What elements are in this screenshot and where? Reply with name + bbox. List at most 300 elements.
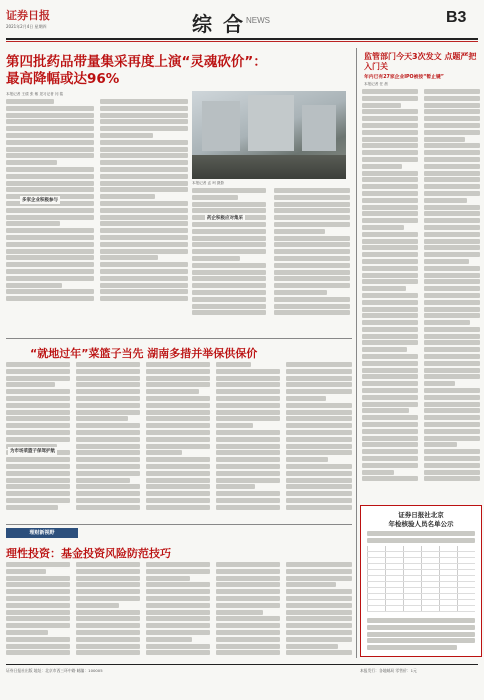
text-line xyxy=(286,450,352,455)
text-line xyxy=(6,437,70,442)
footer-rule xyxy=(6,664,478,665)
text-line xyxy=(216,637,280,642)
text-line xyxy=(362,388,418,393)
text-line xyxy=(146,430,210,435)
text-line xyxy=(286,376,352,381)
text-line xyxy=(362,232,418,237)
text-line xyxy=(100,269,188,274)
text-line xyxy=(6,430,70,435)
text-line xyxy=(362,164,402,169)
text-line xyxy=(216,403,280,408)
text-line xyxy=(146,603,210,608)
text-line xyxy=(274,188,350,193)
text-line xyxy=(146,644,210,649)
text-line xyxy=(100,133,153,138)
text-line xyxy=(216,644,280,649)
text-line xyxy=(216,430,280,435)
text-line xyxy=(362,116,418,121)
text-line xyxy=(424,232,480,237)
text-line xyxy=(362,225,404,230)
text-line xyxy=(6,610,70,615)
text-line xyxy=(100,235,188,240)
photo-caption: 本报记者 孟 珂 摄影 xyxy=(192,181,225,185)
text-line xyxy=(146,623,210,628)
section-title-en: NEWS xyxy=(246,16,270,25)
text-line xyxy=(286,562,352,567)
text-line xyxy=(76,389,140,394)
text-line xyxy=(76,471,140,476)
text-line xyxy=(286,430,352,435)
text-line xyxy=(76,644,140,649)
text-line xyxy=(362,96,418,101)
text-line xyxy=(146,362,210,367)
text-line xyxy=(424,470,480,475)
text-line xyxy=(362,211,418,216)
text-line xyxy=(362,157,418,162)
text-line xyxy=(216,505,280,510)
lead-subhead: 多家企业积极参与 xyxy=(22,198,58,203)
text-line xyxy=(424,388,480,393)
text-line xyxy=(100,255,158,260)
text-line xyxy=(6,603,70,608)
text-line xyxy=(6,478,70,483)
column-tag: 理财新视野 xyxy=(6,528,78,538)
text-line xyxy=(424,354,480,359)
text-line xyxy=(76,369,140,374)
text-line xyxy=(146,505,210,510)
lead-subhead-2: 药企积极应对集采 xyxy=(207,216,243,221)
text-line xyxy=(362,205,418,210)
text-line xyxy=(367,531,475,536)
column-divider xyxy=(356,48,357,658)
text-line xyxy=(362,198,418,203)
text-line xyxy=(146,389,199,394)
text-line xyxy=(6,147,94,152)
text-line xyxy=(6,140,94,145)
text-line xyxy=(76,505,140,510)
text-line xyxy=(362,408,409,413)
text-line xyxy=(362,320,418,325)
text-line xyxy=(216,410,280,415)
text-line xyxy=(274,215,350,220)
text-line xyxy=(100,106,188,111)
text-line xyxy=(274,208,350,213)
text-line xyxy=(6,416,70,421)
text-line xyxy=(146,478,210,483)
bottom-body-text xyxy=(6,562,352,660)
right-byline: 本报记者 任 晨 xyxy=(364,82,388,86)
footer-right: 本报发行：各地邮局 零售价：1元 xyxy=(360,668,417,673)
text-line xyxy=(76,464,140,469)
text-line xyxy=(6,491,70,496)
text-line xyxy=(216,596,280,601)
text-line xyxy=(6,596,70,601)
text-line xyxy=(286,505,352,510)
text-line xyxy=(216,423,253,428)
text-line xyxy=(362,89,418,94)
text-line xyxy=(362,313,418,318)
notice-box[interactable] xyxy=(360,505,482,657)
text-line xyxy=(424,361,480,366)
text-line xyxy=(286,491,352,496)
text-line xyxy=(192,270,266,275)
text-line xyxy=(286,582,336,587)
lead-headline-line-2: 最高降幅或达96% xyxy=(6,71,120,87)
text-line xyxy=(362,415,418,420)
text-line xyxy=(76,491,140,496)
text-line xyxy=(362,402,418,407)
text-line xyxy=(274,229,325,234)
text-line xyxy=(274,310,350,315)
text-line xyxy=(362,279,418,284)
text-line xyxy=(192,276,266,281)
text-line xyxy=(424,96,480,101)
text-line xyxy=(192,283,266,288)
text-line xyxy=(6,208,94,213)
text-line xyxy=(76,416,128,421)
text-line xyxy=(424,436,480,441)
text-line xyxy=(6,255,94,260)
text-line xyxy=(76,410,140,415)
text-line xyxy=(146,491,210,496)
text-line xyxy=(100,113,188,118)
text-line xyxy=(286,457,328,462)
text-line xyxy=(6,464,70,469)
text-line xyxy=(146,369,210,374)
text-line xyxy=(6,410,70,415)
text-line xyxy=(146,596,210,601)
text-line xyxy=(286,389,352,394)
text-line xyxy=(76,382,140,387)
text-line xyxy=(424,266,480,271)
text-column xyxy=(274,188,350,331)
text-line xyxy=(286,484,352,489)
text-line xyxy=(6,181,94,186)
text-line xyxy=(367,538,475,543)
section-divider xyxy=(6,524,352,525)
text-line xyxy=(76,569,140,574)
text-line xyxy=(6,369,70,374)
lead-byline: 本报记者 王僖 张 敏 见习记者 闫 铭 xyxy=(6,92,64,96)
text-line xyxy=(100,153,188,158)
text-line xyxy=(192,222,266,227)
masthead-accent-rule xyxy=(6,41,478,42)
text-line xyxy=(146,569,210,574)
text-line xyxy=(76,478,130,483)
text-line xyxy=(424,164,480,169)
text-line xyxy=(362,239,418,244)
text-line xyxy=(286,410,352,415)
text-line xyxy=(100,276,188,281)
text-line xyxy=(6,576,70,581)
text-line xyxy=(286,623,352,628)
text-line xyxy=(362,137,418,142)
text-line xyxy=(424,123,480,128)
text-line xyxy=(286,610,352,615)
text-line xyxy=(146,498,210,503)
text-line xyxy=(424,239,480,244)
text-line xyxy=(286,362,352,367)
text-line xyxy=(6,167,94,172)
text-line xyxy=(362,436,418,441)
text-line xyxy=(424,307,480,312)
text-line xyxy=(6,262,94,267)
text-line xyxy=(192,236,266,241)
text-line xyxy=(6,187,94,192)
text-line xyxy=(424,109,480,114)
text-line xyxy=(286,630,352,635)
text-line xyxy=(362,449,418,454)
text-line xyxy=(6,215,94,220)
text-line xyxy=(362,293,418,298)
text-line xyxy=(424,286,480,291)
text-line xyxy=(424,245,480,250)
text-line xyxy=(6,471,70,476)
text-line xyxy=(146,616,210,621)
text-line xyxy=(362,347,407,352)
text-line xyxy=(424,313,480,318)
text-line xyxy=(146,382,210,387)
text-line xyxy=(424,116,480,121)
text-line xyxy=(274,283,350,288)
issue-date: 2021年2月4日 星期四 xyxy=(6,24,47,29)
text-line xyxy=(216,630,280,635)
text-line xyxy=(76,444,140,449)
lead-body-text-2 xyxy=(192,188,350,331)
text-line xyxy=(424,198,467,203)
text-line xyxy=(146,576,190,581)
text-line xyxy=(362,340,418,345)
text-line xyxy=(362,327,418,332)
text-line xyxy=(274,236,350,241)
text-line xyxy=(424,137,465,142)
text-line xyxy=(362,442,418,447)
text-line xyxy=(362,456,418,461)
text-line xyxy=(192,256,240,261)
lead-body-text xyxy=(6,99,188,331)
text-line xyxy=(424,89,480,94)
text-line xyxy=(146,484,210,489)
lead-headline-line-1: 第四批药品带量集采再度上演“灵魂砍价”： xyxy=(6,54,267,70)
text-line xyxy=(192,242,266,247)
masthead xyxy=(0,0,484,46)
text-line xyxy=(76,450,140,455)
text-line xyxy=(367,625,475,630)
text-line xyxy=(76,484,140,489)
text-line xyxy=(6,484,70,489)
lead-photo xyxy=(192,91,346,179)
text-line xyxy=(6,99,54,104)
paper-logo: 证券日报 xyxy=(6,9,50,22)
text-column xyxy=(76,362,140,522)
text-line xyxy=(216,362,251,367)
mid-headline[interactable]: “就地过年”菜篮子当先 湖南多措并举保供保价 xyxy=(30,347,258,360)
text-line xyxy=(192,202,266,207)
text-line xyxy=(146,562,210,567)
text-line xyxy=(286,471,352,476)
text-line xyxy=(146,410,210,415)
notice-title-line-2: 年检核验人员名单公示 xyxy=(388,520,454,528)
text-line xyxy=(6,153,94,158)
text-line xyxy=(286,596,352,601)
text-line xyxy=(362,374,418,379)
text-line xyxy=(286,569,352,574)
text-line xyxy=(424,279,480,284)
text-line xyxy=(146,630,210,635)
mid-subhead: 为市场菜篮子保驾护航 xyxy=(10,449,55,454)
text-line xyxy=(362,252,418,257)
text-line xyxy=(424,177,480,182)
page-number: B3 xyxy=(446,9,467,26)
text-line xyxy=(6,650,70,655)
text-line xyxy=(274,297,350,302)
text-line xyxy=(76,362,140,367)
text-line xyxy=(216,450,280,455)
text-column xyxy=(286,362,352,522)
text-line xyxy=(100,228,188,233)
text-line xyxy=(192,249,266,254)
text-line xyxy=(424,340,480,345)
text-line xyxy=(146,464,210,469)
text-line xyxy=(76,498,140,503)
text-line xyxy=(100,160,188,165)
text-line xyxy=(216,389,280,394)
text-line xyxy=(100,283,188,288)
text-line xyxy=(6,242,94,247)
text-line xyxy=(362,361,418,366)
text-line xyxy=(76,637,140,642)
text-line xyxy=(286,637,352,642)
text-line xyxy=(76,437,140,442)
text-line xyxy=(100,187,188,192)
text-line xyxy=(216,471,280,476)
text-line xyxy=(424,205,480,210)
text-line xyxy=(216,491,280,496)
text-line xyxy=(76,589,140,594)
text-column xyxy=(6,562,70,660)
text-line xyxy=(6,396,70,401)
text-line xyxy=(6,389,70,394)
text-line xyxy=(6,283,62,288)
text-line xyxy=(286,644,338,649)
text-line xyxy=(216,616,280,621)
text-line xyxy=(76,596,140,601)
text-line xyxy=(6,589,70,594)
text-line xyxy=(146,376,210,381)
text-column xyxy=(146,362,210,522)
lead-headline[interactable] xyxy=(6,54,344,88)
text-line xyxy=(100,140,188,145)
text-line xyxy=(100,289,188,294)
text-line xyxy=(362,395,418,400)
text-line xyxy=(192,310,266,315)
text-line xyxy=(362,334,418,339)
text-line xyxy=(274,195,350,200)
text-line xyxy=(6,457,70,462)
right-subheadline: 年内已有27家企业IPO被按“暂止键” xyxy=(364,75,444,80)
text-line xyxy=(146,650,210,655)
text-line xyxy=(362,476,418,481)
text-line xyxy=(6,637,70,642)
footer-left: 证券日报社出版 地址：北京市西三环中路 邮编：100005 xyxy=(6,668,103,673)
text-line xyxy=(6,376,70,381)
text-line xyxy=(146,589,210,594)
text-line xyxy=(76,623,140,628)
text-line xyxy=(424,191,480,196)
text-line xyxy=(424,103,480,108)
right-headline[interactable]: 监管部门今天3次发文 点题严把入门关 xyxy=(364,52,477,71)
text-line xyxy=(274,270,350,275)
text-line xyxy=(362,245,418,250)
text-line xyxy=(76,610,140,615)
notice-footer-text xyxy=(367,618,475,652)
text-line xyxy=(367,632,475,637)
text-line xyxy=(100,174,188,179)
text-line xyxy=(362,422,418,427)
text-line xyxy=(100,194,155,199)
text-line xyxy=(362,191,418,196)
text-line xyxy=(6,296,94,301)
text-line xyxy=(286,498,352,503)
text-line xyxy=(216,464,280,469)
text-line xyxy=(286,603,352,608)
text-line xyxy=(362,470,394,475)
text-line xyxy=(424,218,480,223)
text-line xyxy=(6,403,70,408)
text-line xyxy=(216,562,280,567)
text-line xyxy=(6,235,94,240)
text-line xyxy=(6,623,70,628)
bottom-headline[interactable]: 理性投资：基金投资风险防范技巧 xyxy=(6,547,171,560)
text-line xyxy=(192,188,266,193)
text-line xyxy=(76,576,140,581)
text-line xyxy=(424,449,480,454)
text-line xyxy=(274,202,350,207)
text-line xyxy=(286,478,352,483)
text-line xyxy=(362,184,418,189)
text-line xyxy=(216,623,280,628)
text-line xyxy=(424,347,480,352)
text-line xyxy=(286,650,352,655)
text-line xyxy=(216,416,280,421)
notice-intro-text xyxy=(367,531,475,543)
text-line xyxy=(192,208,266,213)
text-line xyxy=(424,259,469,264)
text-line xyxy=(286,403,352,408)
text-line xyxy=(424,463,480,468)
text-line xyxy=(216,376,280,381)
text-line xyxy=(362,381,418,386)
text-line xyxy=(146,437,210,442)
text-column xyxy=(192,188,266,331)
text-line xyxy=(424,429,480,434)
text-line xyxy=(424,157,480,162)
text-line xyxy=(424,293,480,298)
text-line xyxy=(274,222,350,227)
text-column xyxy=(100,99,188,331)
text-line xyxy=(6,505,58,510)
text-column xyxy=(367,531,475,543)
text-line xyxy=(216,382,280,387)
text-line xyxy=(76,430,140,435)
text-line xyxy=(6,616,70,621)
text-line xyxy=(146,396,210,401)
text-line xyxy=(362,109,418,114)
text-line xyxy=(192,290,266,295)
text-line xyxy=(424,327,480,332)
text-line xyxy=(6,289,94,294)
text-line xyxy=(216,437,280,442)
